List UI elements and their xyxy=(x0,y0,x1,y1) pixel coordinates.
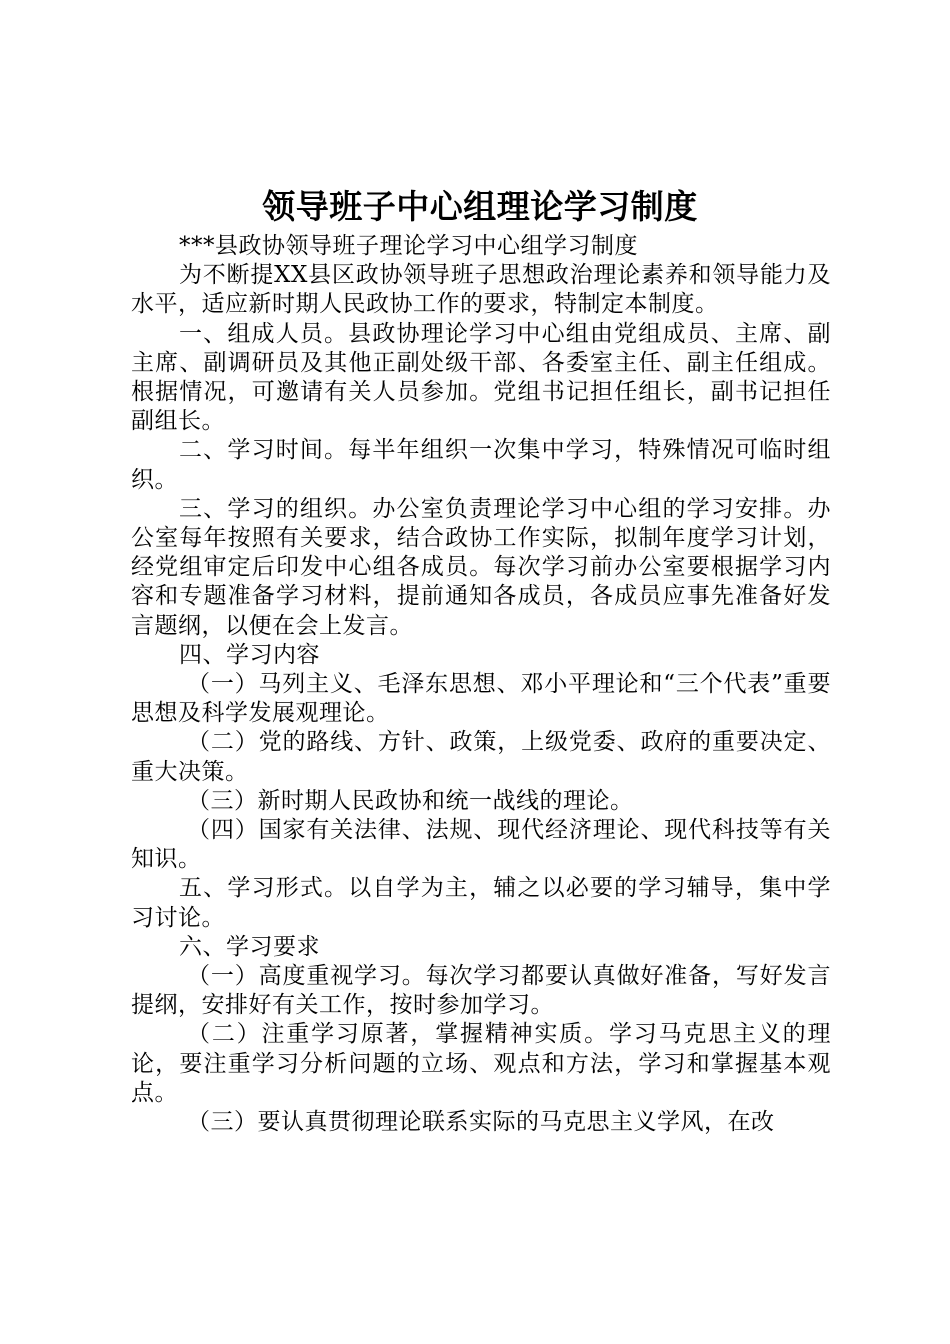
document-title: 领导班子中心组理论学习制度 xyxy=(262,187,698,226)
section-content-heading: 四、学习内容 xyxy=(179,641,320,668)
content-item-1: （一）马列主义、毛泽东思想、邓小平理论和“三个代表”重要思想及科学发展观理论。 xyxy=(131,671,831,727)
requirement-item-1: （一）高度重视学习。每次学习都要认真做好准备，写好发言提纲，安排好有关工作，按时参加学习。 xyxy=(131,963,831,1019)
section-members-paragraph: 一、组成人员。县政协理论学习中心组由党组成员、主席、副主席、副调研员及其他正副处级干部、各委室主任、副主任组成。根据情况，可邀请有关人员参加。党组书记担任组长，副书记担任副组长。 xyxy=(131,320,831,435)
subtitle-paragraph: ***县政协领导班子理论学习中心组学习制度 xyxy=(179,233,638,259)
content-item-4: （四）国家有关法律、法规、现代经济理论、现代科技等有关知识。 xyxy=(131,817,831,873)
section-requirements-heading: 六、学习要求 xyxy=(179,933,320,960)
content-item-2: （二）党的路线、方针、政策，上级党委、政府的重要决定、重大决策。 xyxy=(131,729,831,785)
section-time-paragraph: 二、学习时间。每半年组织一次集中学习，特殊情况可临时组织。 xyxy=(131,437,831,493)
intro-paragraph: 为不断提XX县区政协领导班子思想政治理论素养和领导能力及水平，适应新时期人民政协工作的要求，特制定本制度。 xyxy=(131,262,831,318)
content-item-3: （三）新时期人民政协和统一战线的理论。 xyxy=(187,787,634,814)
section-organization-paragraph: 三、学习的组织。办公室负责理论学习中心组的学习安排。办公室每年按照有关要求，结合政协工作实际，拟制年度学习计划，经党组审定后印发中心组各成员。每次学习前办公室要根据学习内容和专题准备学习材料，提前通知各成员，各成员应事先准备好发言题纲，以便在会上发言。 xyxy=(131,495,831,639)
requirement-item-2: （二）注重学习原著，掌握精神实质。学习马克思主义的理论，要注重学习分析问题的立场、观点和方法，学习和掌握基本观点。 xyxy=(131,1021,831,1106)
requirement-item-3: （三）要认真贯彻理论联系实际的马克思主义学风，在改 xyxy=(187,1109,775,1136)
document-body xyxy=(131,232,831,1137)
section-form-paragraph: 五、学习形式。以自学为主，辅之以必要的学习辅导，集中学习讨论。 xyxy=(131,875,831,931)
